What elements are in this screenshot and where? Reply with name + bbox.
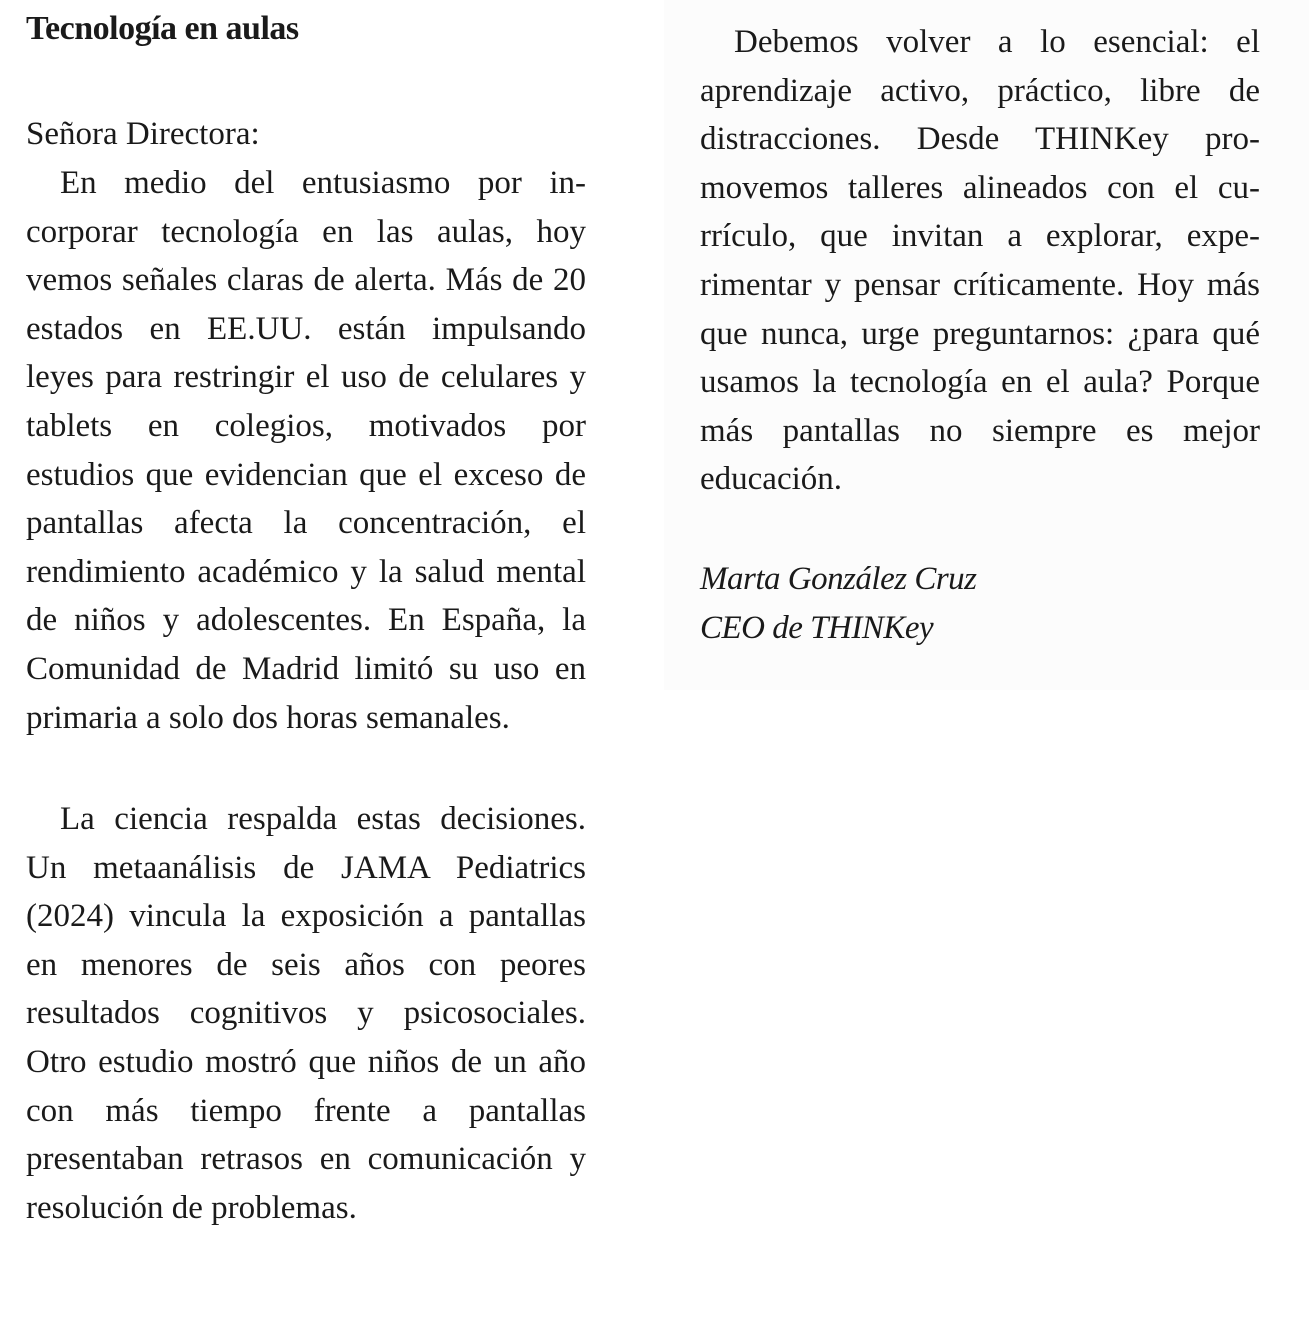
signature-name: Marta González Cruz <box>700 561 977 597</box>
paragraph-1: En medio del entusiasmo por incorporar tecnología en las aulas, hoy vemos señales claras de alerta. Más de 20 estados en EE.UU. están impulsando leyes para restringir el uso de celulares y tablets en colegios, motivados por estudios que evidencian que el exceso de pantallas afecta la concentración, el rendimiento académico y la salud mental de niños y adolescentes. En España, la Comunidad de Madrid limitó su uso en primaria a solo dos horas semanales. <box>26 165 586 736</box>
paragraph-2: La ciencia respalda estas decisiones. Un metaanálisis de JAMA Pediatrics (2024) vincula la exposición a pantallas en menores de seis años con peores resultados cognitivos y psicosociales. Otro estudio mostró que niños de un año con más tiempo frente a pantallas presentaban retrasos en comunicación y resolución de problemas. <box>26 801 586 1226</box>
letter-title: Tecnología en aulas <box>26 10 299 47</box>
salutation: Señora Directora: <box>26 116 260 152</box>
right-column <box>664 0 1309 690</box>
paragraph-3: Debemos volver a lo esencial: el aprendizaje activo, práctico, libre de distracciones. Desde THINKey promovemos talleres alineados con el currículo, que invitan a explorar, experimentar y pensar críticamente. Hoy más que nunca, urge preguntarnos: ¿para qué usamos la tecnología en el aula? Porque más pantallas no siempre es mejor educación. <box>700 24 1260 498</box>
signature-role: CEO de THINKey <box>700 610 934 646</box>
